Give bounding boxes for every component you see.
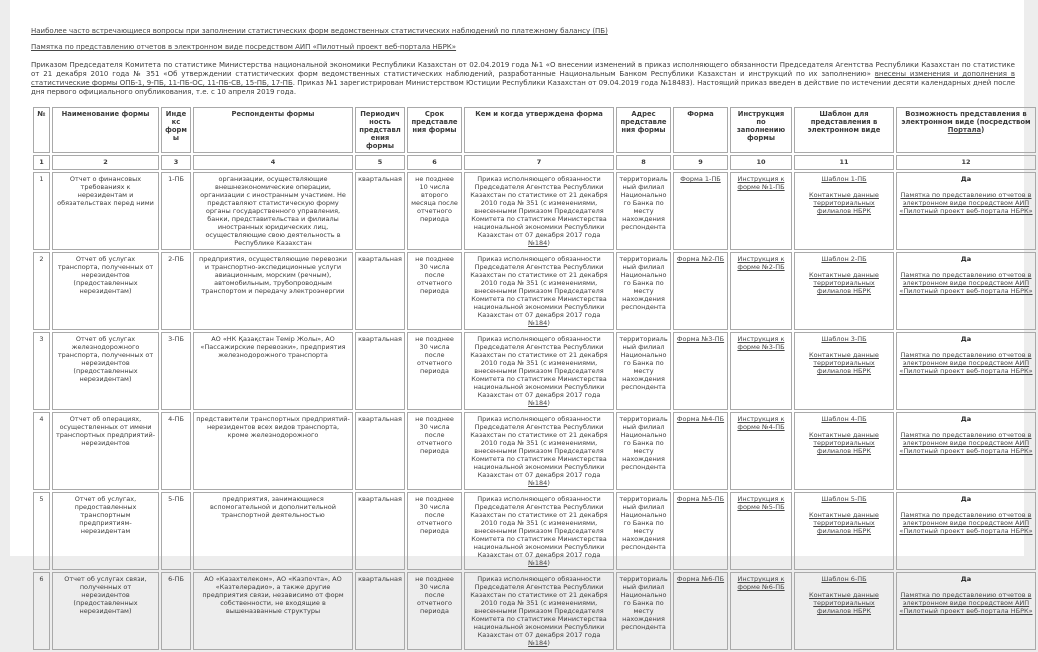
- cell-deadline: не позднее 10 числа второго месяца после отчетного периода: [407, 172, 462, 250]
- cell-respondents: представители транспортных предприятий-нерезидентов всех видов транспорта, кроме железнодорожного: [193, 412, 353, 490]
- cell-row-number: 4: [33, 412, 50, 490]
- cell-address: территориальный филиал Национального Банка по месту нахождения респондента: [616, 492, 671, 570]
- col-number: 5: [355, 155, 405, 170]
- cell-address: территориальный филиал Национального Банка по месту нахождения респондента: [616, 412, 671, 490]
- approved-by-text: Приказ исполняющего обязанности Председателя Агентства Республики Казахстан по статистике от 21 декабря 2010 года № 351 (с изменениями, внесенными Приказом Председателя Комитета по статистике Министерства национальной экономики Республики Казахстан от 07 декабря 2017 года: [470, 335, 608, 399]
- instruction-link[interactable]: Инструкция к форме №5-ПБ: [737, 495, 785, 511]
- table-row: [33, 572, 1036, 650]
- memo-link[interactable]: Памятка по представлению отчетов в электронном виде посредством АИП «Пилотный проект веб-портала НБРК»: [899, 191, 1033, 215]
- cell-row-number: 5: [33, 492, 50, 570]
- instruction-link[interactable]: Инструкция к форме №4-ПБ: [737, 415, 785, 431]
- header-e-possibility-suffix: ): [981, 126, 985, 134]
- cell-periodicity: квартальная: [355, 572, 405, 650]
- header-form: Форма: [673, 107, 728, 153]
- cell-approved-by: [464, 412, 614, 490]
- spacer: [797, 183, 891, 191]
- portal-link[interactable]: Портала: [947, 126, 982, 134]
- form-link[interactable]: Форма №3-ПБ: [676, 335, 725, 343]
- cell-approved-by: [464, 572, 614, 650]
- header-num: №: [33, 107, 50, 153]
- template-link[interactable]: Шаблон 6-ПБ: [821, 575, 867, 583]
- intro-text-2: . Приказ №1 зарегистрирован Министерством Юстиции Республики Казахстан от 09.04.2019 года №18483). Настоящий приказ введен в действие по истечении десяти календарных дней после дня первого официального опубликования, т.е. с 10 апреля 2019 года.: [31, 79, 1015, 96]
- order-number-link[interactable]: №184: [528, 559, 548, 567]
- spacer: [899, 343, 1033, 351]
- intro-forms-link[interactable]: внесены изменения и дополнения в статистические формы ОПБ-1, 9-ПБ, 11-ПБ-ОС, 11-ПБ-СВ, 15-ПБ, 17-ПБ: [31, 70, 1015, 87]
- cell-form-name: Отчет об услугах железнодорожного транспорта, полученных от нерезидентов (предоставленных нерезидентам): [52, 332, 159, 410]
- approved-by-suffix: ): [547, 559, 550, 567]
- column-numbers-row: [33, 155, 1036, 170]
- contacts-link[interactable]: Контактные данные территориальных филиалов НБРК: [809, 271, 879, 295]
- cell-form-index: 4-ПБ: [161, 412, 191, 490]
- cell-respondents: предприятия, осуществляющие перевозки и транспортно-экспедиционные услуги авиационным, морским (речным), автомобильным, трубопроводным транспортом и передачу электроэнергии: [193, 252, 353, 330]
- form-link[interactable]: Форма №6-ПБ: [676, 575, 725, 583]
- cell-deadline: не позднее 30 числа после отчетного периода: [407, 252, 462, 330]
- col-number: 3: [161, 155, 191, 170]
- col-number: 4: [193, 155, 353, 170]
- instruction-link[interactable]: Инструкция к форме №3-ПБ: [737, 335, 785, 351]
- header-e-possibility: [896, 107, 1036, 153]
- instruction-link[interactable]: Инструкция к форме №2-ПБ: [737, 255, 785, 271]
- spacer: [797, 263, 891, 271]
- cell-form-index: 3-ПБ: [161, 332, 191, 410]
- spacer: [899, 263, 1033, 271]
- contacts-link[interactable]: Контактные данные территориальных филиалов НБРК: [809, 511, 879, 535]
- cell-row-number: 2: [33, 252, 50, 330]
- cell-form: [673, 332, 728, 410]
- instruction-link[interactable]: Инструкция к форме №6-ПБ: [737, 575, 785, 591]
- header-form-index: Индекс формы: [161, 107, 191, 153]
- contacts-link[interactable]: Контактные данные территориальных филиалов НБРК: [809, 351, 879, 375]
- spacer: [899, 423, 1033, 431]
- approved-by-suffix: ): [547, 319, 550, 327]
- e-possible-value: Да: [960, 335, 972, 343]
- cell-template: [794, 572, 894, 650]
- col-number: 9: [673, 155, 728, 170]
- cell-form-name: Отчет о финансовых требованиях к нерезидентам и обязательствах перед ними: [52, 172, 159, 250]
- cell-form-index: 2-ПБ: [161, 252, 191, 330]
- header-e-possibility-text: Возможность представления в электронном виде (посредством: [901, 110, 1031, 126]
- forms-table: [31, 105, 1038, 652]
- memo-link[interactable]: Памятка по представлению отчетов в электронном виде посредством АИП «Пилотный проект веб-портала НБРК»: [899, 431, 1033, 455]
- template-link[interactable]: Шаблон 5-ПБ: [821, 495, 867, 503]
- approved-by-text: Приказ исполняющего обязанности Председателя Агентства Республики Казахстан по статистике от 21 декабря 2010 года № 351 (с изменениями, внесенными Приказом Председателя Комитета по статистике Министерства национальной экономики Республики Казахстан от 07 декабря 2017 года: [470, 415, 608, 479]
- contacts-link[interactable]: Контактные данные территориальных филиалов НБРК: [809, 591, 879, 615]
- page-slide: [10, 0, 1033, 647]
- header-approved-by: Кем и когда утверждена форма: [464, 107, 614, 153]
- cell-periodicity: квартальная: [355, 332, 405, 410]
- cell-e-possibility: [896, 412, 1036, 490]
- table-body: [33, 172, 1036, 650]
- cell-template: [794, 412, 894, 490]
- memo-link[interactable]: Памятка по представлению отчетов в электронном виде посредством АИП «Пилотный проект веб-портала НБРК»: [899, 351, 1033, 375]
- cell-instruction: [730, 332, 792, 410]
- cell-instruction: [730, 412, 792, 490]
- template-link[interactable]: Шаблон 3-ПБ: [821, 335, 867, 343]
- header-address: Адрес представления формы: [616, 107, 671, 153]
- cell-periodicity: квартальная: [355, 252, 405, 330]
- cell-approved-by: [464, 172, 614, 250]
- cell-form: [673, 572, 728, 650]
- form-link[interactable]: Форма 1-ПБ: [680, 175, 721, 183]
- approved-by-text: Приказ исполняющего обязанности Председателя Агентства Республики Казахстан по статистике от 21 декабря 2010 года № 351 (с изменениями, внесенными Приказом Председателя Комитета по статистике Министерства национальной экономики Республики Казахстан от 07 декабря 2017 года: [470, 175, 608, 239]
- cell-e-possibility: [896, 572, 1036, 650]
- cell-address: территориальный филиал Национального Банка по месту нахождения респондента: [616, 572, 671, 650]
- cell-instruction: [730, 172, 792, 250]
- cell-row-number: 1: [33, 172, 50, 250]
- spacer: [899, 583, 1033, 591]
- approved-by-text: Приказ исполняющего обязанности Председателя Агентства Республики Казахстан по статистике от 21 декабря 2010 года № 351 (с изменениями, внесенными Приказом Председателя Комитета по статистике Министерства национальной экономики Республики Казахстан от 07 декабря 2017 года: [470, 255, 608, 319]
- form-link[interactable]: Форма №2-ПБ: [676, 255, 725, 263]
- cell-form: [673, 492, 728, 570]
- cell-form: [673, 172, 728, 250]
- cell-periodicity: квартальная: [355, 172, 405, 250]
- table-header-row: [33, 107, 1036, 153]
- col-number: 10: [730, 155, 792, 170]
- cell-e-possibility: [896, 332, 1036, 410]
- cell-form: [673, 412, 728, 490]
- col-number: 11: [794, 155, 894, 170]
- approved-by-suffix: ): [547, 639, 550, 647]
- table-row: [33, 332, 1036, 410]
- cell-instruction: [730, 492, 792, 570]
- cell-approved-by: [464, 332, 614, 410]
- memo-link[interactable]: Памятка по представлению отчетов в электронном виде посредством АИП «Пилотный проект веб-портала НБРК»: [899, 591, 1033, 615]
- e-possible-value: Да: [960, 495, 972, 503]
- cell-form-index: 1-ПБ: [161, 172, 191, 250]
- header-respondents: Респонденты формы: [193, 107, 353, 153]
- cell-respondents: АО «Казахтелеком», АО «Казпочта», АО «Казтелерадио», а также другие предприятия связи, независимо от форм собственности, не входящие в вышеназванные структуры: [193, 572, 353, 650]
- memo-link[interactable]: Памятка по представлению отчетов в электронном виде посредством АИП «Пилотный проект веб-портала НБРК»: [899, 511, 1033, 535]
- approved-by-text: Приказ исполняющего обязанности Председателя Агентства Республики Казахстан по статистике от 21 декабря 2010 года № 351 (с изменениями, внесенными Приказом Председателя Комитета по статистике Министерства национальной экономики Республики Казахстан от 07 декабря 2017 года: [470, 575, 608, 639]
- spacer: [899, 183, 1033, 191]
- cell-deadline: не позднее 30 числа после отчетного периода: [407, 572, 462, 650]
- cell-form-index: 5-ПБ: [161, 492, 191, 570]
- cell-periodicity: квартальная: [355, 412, 405, 490]
- cell-e-possibility: [896, 172, 1036, 250]
- page-content: [10, 0, 1033, 652]
- form-link[interactable]: Форма №4-ПБ: [676, 415, 725, 423]
- cell-form-name: Отчет об операциях, осуществленных от имени транспортных предприятий-нерезидентов: [52, 412, 159, 490]
- faq-link[interactable]: Наиболее часто встречающиеся вопросы при заполнении статистических форм ведомственных статистических наблюдений по платежному балансу (ПБ): [31, 27, 608, 35]
- table-row: [33, 492, 1036, 570]
- cell-instruction: [730, 252, 792, 330]
- spacer: [797, 343, 891, 351]
- header-periodicity: Периодичность представления формы: [355, 107, 405, 153]
- intro-text-1: Приказом Председателя Комитета по статистике Министерства национальной экономики Республики Казахстан от 02.04.2019 года №1 «О внесении изменений в приказ исполняющего обязанности Председателя Агентства Республики Казахстан по статистике от 21 декабря 2010 года № 351 «Об утверждении статистических форм ведомственных статистических наблюдений, разработанные Национальным Банком Республики Казахстан и инструкций по их заполнению»: [31, 61, 1015, 78]
- cell-address: территориальный филиал Национального Банка по месту нахождения респондента: [616, 172, 671, 250]
- cell-respondents: организации, осуществляющие внешнеэкономические операции, организации с иностранным участием. Не представляют статистическую форму органы государственного управления, банки, представительства и филиалы иностранных юридических лиц, осуществляющие свою деятельность в Республике Казахстан: [193, 172, 353, 250]
- cell-form-name: Отчет об услугах связи, полученных от нерезидентов (предоставленных нерезидентам): [52, 572, 159, 650]
- cell-template: [794, 332, 894, 410]
- e-possible-value: Да: [960, 255, 972, 263]
- cell-instruction: [730, 572, 792, 650]
- cell-respondents: АО «НК Қазақстан Темір Жолы», АО «Пассажирские перевозки», предприятия железнодорожного транспорта: [193, 332, 353, 410]
- template-link[interactable]: Шаблон 2-ПБ: [821, 255, 867, 263]
- header-instruction: Инструкция по заполнению формы: [730, 107, 792, 153]
- template-link[interactable]: Шаблон 1-ПБ: [821, 175, 867, 183]
- form-link[interactable]: Форма №5-ПБ: [676, 495, 725, 503]
- intro-paragraph: [31, 61, 1015, 97]
- cell-template: [794, 492, 894, 570]
- col-number: 7: [464, 155, 614, 170]
- order-number-link[interactable]: №184: [528, 639, 548, 647]
- spacer: [797, 503, 891, 511]
- spacer: [899, 503, 1033, 511]
- cell-form-name: Отчет об услугах, предоставленных транспортным предприятиям-нерезидентам: [52, 492, 159, 570]
- cell-e-possibility: [896, 252, 1036, 330]
- spacer: [797, 423, 891, 431]
- approved-by-text: Приказ исполняющего обязанности Председателя Агентства Республики Казахстан по статистике от 21 декабря 2010 года № 351 (с изменениями, внесенными Приказом Председателя Комитета по статистике Министерства национальной экономики Республики Казахстан от 07 декабря 2017 года: [470, 495, 608, 559]
- cell-address: территориальный филиал Национального Банка по месту нахождения респондента: [616, 332, 671, 410]
- cell-row-number: 3: [33, 332, 50, 410]
- cell-approved-by: [464, 492, 614, 570]
- table-row: [33, 412, 1036, 490]
- col-number: 6: [407, 155, 462, 170]
- col-number: 12: [896, 155, 1036, 170]
- memo-top-link[interactable]: Памятка по представлению отчетов в электронном виде посредством АИП «Пилотный проект веб-портала НБРК»: [31, 43, 457, 51]
- table-row: [33, 172, 1036, 250]
- cell-approved-by: [464, 252, 614, 330]
- contacts-link[interactable]: Контактные данные территориальных филиалов НБРК: [809, 191, 879, 215]
- template-link[interactable]: Шаблон 4-ПБ: [821, 415, 867, 423]
- order-number-link[interactable]: №184: [528, 399, 548, 407]
- cell-form-name: Отчет об услугах транспорта, полученных от нерезидентов (предоставленных нерезидентам): [52, 252, 159, 330]
- cell-periodicity: квартальная: [355, 492, 405, 570]
- cell-form-index: 6-ПБ: [161, 572, 191, 650]
- instruction-link[interactable]: Инструкция к форме №1-ПБ: [737, 175, 785, 191]
- spacer: [797, 583, 891, 591]
- col-number: 8: [616, 155, 671, 170]
- table-row: [33, 252, 1036, 330]
- order-number-link[interactable]: №184: [528, 319, 548, 327]
- e-possible-value: Да: [960, 575, 972, 583]
- header-template: Шаблон для представления в электронном виде: [794, 107, 894, 153]
- cell-row-number: 6: [33, 572, 50, 650]
- cell-deadline: не позднее 30 числа после отчетного периода: [407, 412, 462, 490]
- cell-template: [794, 252, 894, 330]
- cell-form: [673, 252, 728, 330]
- contacts-link[interactable]: Контактные данные территориальных филиалов НБРК: [809, 431, 879, 455]
- memo-link[interactable]: Памятка по представлению отчетов в электронном виде посредством АИП «Пилотный проект веб-портала НБРК»: [899, 271, 1033, 295]
- col-number: 2: [52, 155, 159, 170]
- order-number-link[interactable]: №184: [528, 479, 548, 487]
- header-deadline: Срок представления формы: [407, 107, 462, 153]
- cell-respondents: предприятия, занимающиеся вспомогательной и дополнительной транспортной деятельностью: [193, 492, 353, 570]
- cell-e-possibility: [896, 492, 1036, 570]
- col-number: 1: [33, 155, 50, 170]
- header-form-name: Наименование формы: [52, 107, 159, 153]
- cell-template: [794, 172, 894, 250]
- order-number-link[interactable]: №184: [528, 239, 548, 247]
- cell-deadline: не позднее 30 числа после отчетного периода: [407, 492, 462, 570]
- approved-by-suffix: ): [547, 239, 550, 247]
- e-possible-value: Да: [960, 175, 972, 183]
- approved-by-suffix: ): [547, 399, 550, 407]
- cell-deadline: не позднее 30 числа после отчетного периода: [407, 332, 462, 410]
- cell-address: территориальный филиал Национального Банка по месту нахождения респондента: [616, 252, 671, 330]
- approved-by-suffix: ): [547, 479, 550, 487]
- e-possible-value: Да: [960, 415, 972, 423]
